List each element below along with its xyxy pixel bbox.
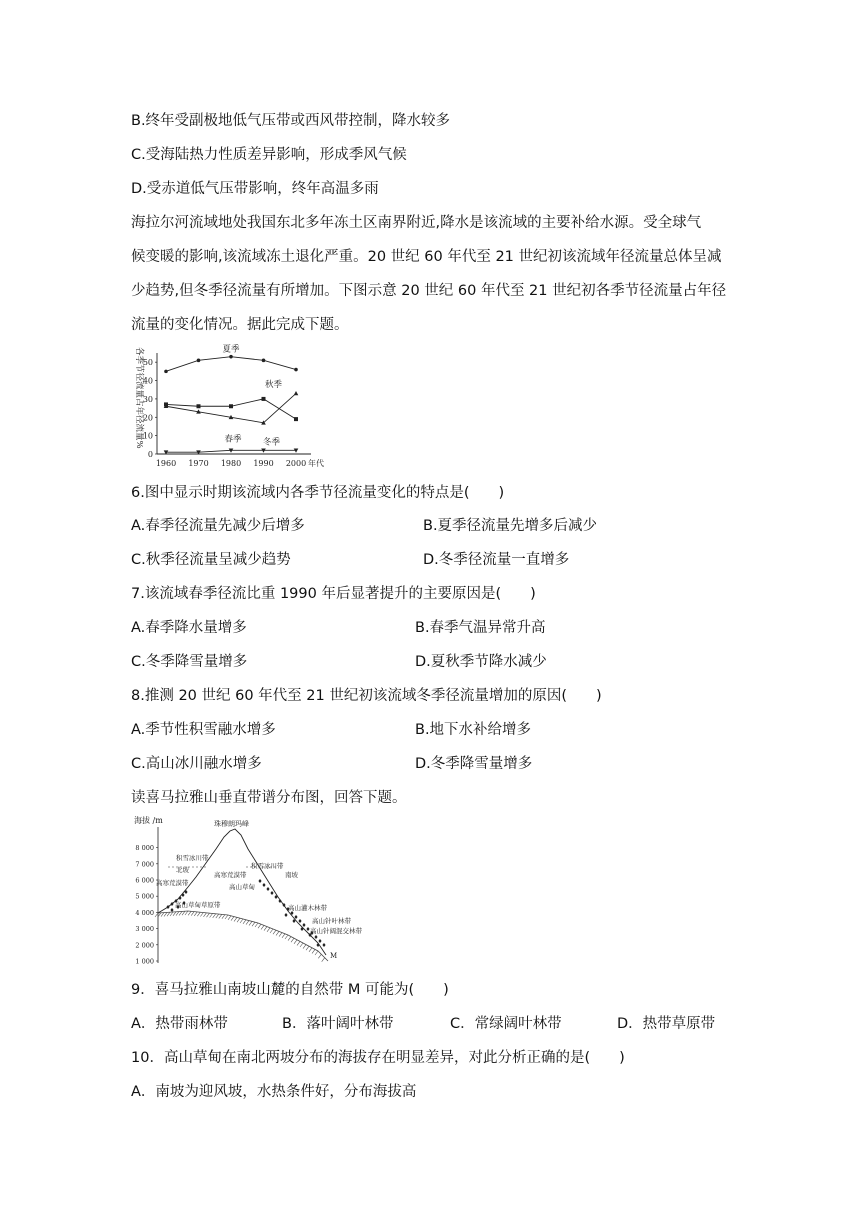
y-axis-label: 各季节径流量占年径流量%	[134, 347, 144, 449]
option-d: D．热带草原带	[617, 1016, 716, 1032]
zone-label: 高寒荒漠带	[156, 879, 189, 887]
option-b: B．落叶阔叶林带	[282, 1016, 394, 1032]
vegetation-mark	[322, 943, 325, 947]
option-a: A．热带雨林带	[131, 1016, 228, 1032]
option-c: C.冬季降雪量增多	[131, 654, 248, 670]
data-point	[229, 355, 233, 359]
x-axis-unit: 年代	[308, 459, 324, 468]
vegetation-mark	[178, 896, 181, 900]
altitude-tick-label: 7 000	[135, 860, 154, 869]
zone-label: 高山草甸	[229, 883, 255, 891]
option-a: A.季节性积雪融水增多	[131, 722, 276, 738]
series-label: 春季	[224, 434, 242, 445]
data-point	[197, 359, 201, 363]
passage-line: 海拉尔河流域地处我国东北多年冻土区南界附近,降水是该流域的主要补给水源。受全球气	[131, 215, 702, 231]
altitude-tick-label: 6 000	[135, 876, 154, 885]
option-c: C．常绿阔叶林带	[450, 1016, 562, 1032]
y-tick-label: 0	[147, 450, 153, 459]
himalaya-zonation-diagram	[128, 815, 372, 971]
question-stem: 7.该流域春季径流比重 1990 年后显著提升的主要原因是( )	[131, 586, 536, 602]
altitude-tick-label: 2 000	[135, 941, 154, 950]
zone-label: 高山针叶林带	[312, 917, 351, 925]
zone-label: 积雪冰川带	[176, 854, 209, 862]
y-tick-label: 40	[142, 376, 153, 386]
vegetation-mark	[294, 915, 297, 919]
altitude-axis-label: 海拔 /m	[134, 816, 163, 825]
vegetation-mark	[278, 899, 281, 903]
passage-line: 少趋势,但冬季径流量有所增加。下图示意 20 世纪 60 年代至 21 世纪初各季节径流量占年径	[131, 283, 727, 299]
option-text: D.受赤道低气压带影响，终年高温多雨	[131, 181, 379, 197]
vegetation-mark	[316, 943, 319, 947]
data-point	[262, 359, 266, 363]
series-label: 夏季	[222, 344, 240, 355]
option-c: C.高山冰川融水增多	[131, 756, 262, 772]
intro-text: 读喜马拉雅山垂直带谱分布图，回答下题。	[131, 790, 407, 806]
option-c: C.秋季径流量呈减少趋势	[131, 552, 291, 568]
zone-label: 高寒荒漠带	[214, 871, 247, 879]
data-point	[262, 397, 266, 401]
south-slope-label: 南坡	[285, 871, 298, 879]
vegetation-mark	[181, 893, 184, 897]
altitude-tick-label: 1 000	[135, 957, 154, 966]
option-a: A.春季降水量增多	[131, 620, 247, 636]
data-point	[294, 391, 299, 395]
y-tick-label: 20	[142, 413, 153, 423]
north-slope-label: 北坡	[176, 866, 189, 874]
runoff-line-chart	[126, 343, 326, 471]
x-tick-label: 1990	[253, 459, 274, 468]
zone-marker-m: M	[330, 952, 338, 960]
altitude-tick-label: 8 000	[135, 844, 154, 853]
question-stem: 10．高山草甸在南北两坡分布的海拔存在明显差异，对此分析正确的是( )	[131, 1050, 625, 1066]
option-a: A．南坡为迎风坡，水热条件好，分布海拔高	[131, 1084, 417, 1100]
question-stem: 8.推测 20 世纪 60 年代至 21 世纪初该流域冬季径流量增加的原因( )	[131, 688, 602, 704]
vegetation-mark	[170, 908, 173, 912]
option-text: B.终年受副极地低气压带或西风带控制，降水较多	[131, 113, 451, 129]
zone-label: 高山灌木林带	[288, 904, 327, 912]
option-b: B.地下水补给增多	[415, 722, 532, 738]
option-b: B.春季气温异常升高	[415, 620, 546, 636]
zone-label: 积雪冰川带	[251, 862, 284, 870]
option-d: D.冬季径流量一直增多	[423, 552, 570, 568]
vegetation-mark	[298, 919, 301, 923]
peak-label: 珠穆朗玛峰	[214, 820, 249, 828]
passage-line: 候变暖的影响,该流域冻土退化严重。20 世纪 60 年代至 21 世纪初该流域年径流量总体呈减	[131, 249, 722, 265]
vegetation-mark	[270, 891, 273, 895]
vegetation-mark	[284, 913, 287, 917]
x-tick-label: 1980	[220, 459, 242, 468]
data-point	[294, 368, 298, 372]
y-tick-label: 10	[142, 431, 153, 441]
data-point	[164, 370, 168, 374]
vegetation-mark	[262, 883, 265, 887]
y-tick-label: 30	[142, 394, 153, 404]
option-b: B.夏季径流量先增多后减少	[423, 518, 598, 534]
question-stem: 9．喜马拉雅山南坡山麓的自然带 M 可能为( )	[131, 982, 449, 998]
vegetation-mark	[302, 923, 305, 927]
option-d: D.冬季降雪量增多	[415, 756, 533, 772]
altitude-tick-label: 3 000	[135, 925, 154, 934]
x-tick-label: 2000	[285, 459, 307, 468]
zone-label: 高山草甸草原带	[175, 901, 221, 909]
x-tick-label: 1970	[188, 459, 209, 468]
series-label: 秋季	[264, 379, 283, 390]
option-a: A.春季径流量先减少后增多	[131, 518, 305, 534]
vegetation-mark	[318, 939, 321, 943]
vegetation-mark	[258, 879, 261, 883]
altitude-tick-label: 5 000	[135, 892, 154, 901]
data-point	[294, 417, 298, 421]
data-point	[229, 404, 233, 408]
option-d: D.夏秋季节降水减少	[415, 654, 547, 670]
zone-label: 高山针阔混交林带	[310, 927, 362, 935]
data-point	[197, 404, 201, 408]
x-tick-label: 1960	[155, 459, 177, 468]
altitude-tick-label: 4 000	[135, 908, 154, 917]
y-tick-label: 50	[142, 358, 153, 368]
question-stem: 6.图中显示时期该流域内各季节径流量变化的特点是( )	[131, 485, 505, 501]
series-line-0	[166, 357, 296, 372]
vegetation-mark	[266, 887, 269, 891]
vegetation-mark	[314, 935, 317, 939]
series-label: 冬季	[262, 437, 281, 448]
option-text: C.受海陆热力性质差异影响，形成季风气候	[131, 147, 407, 163]
passage-line: 流量的变化情况。据此完成下题。	[131, 317, 349, 333]
